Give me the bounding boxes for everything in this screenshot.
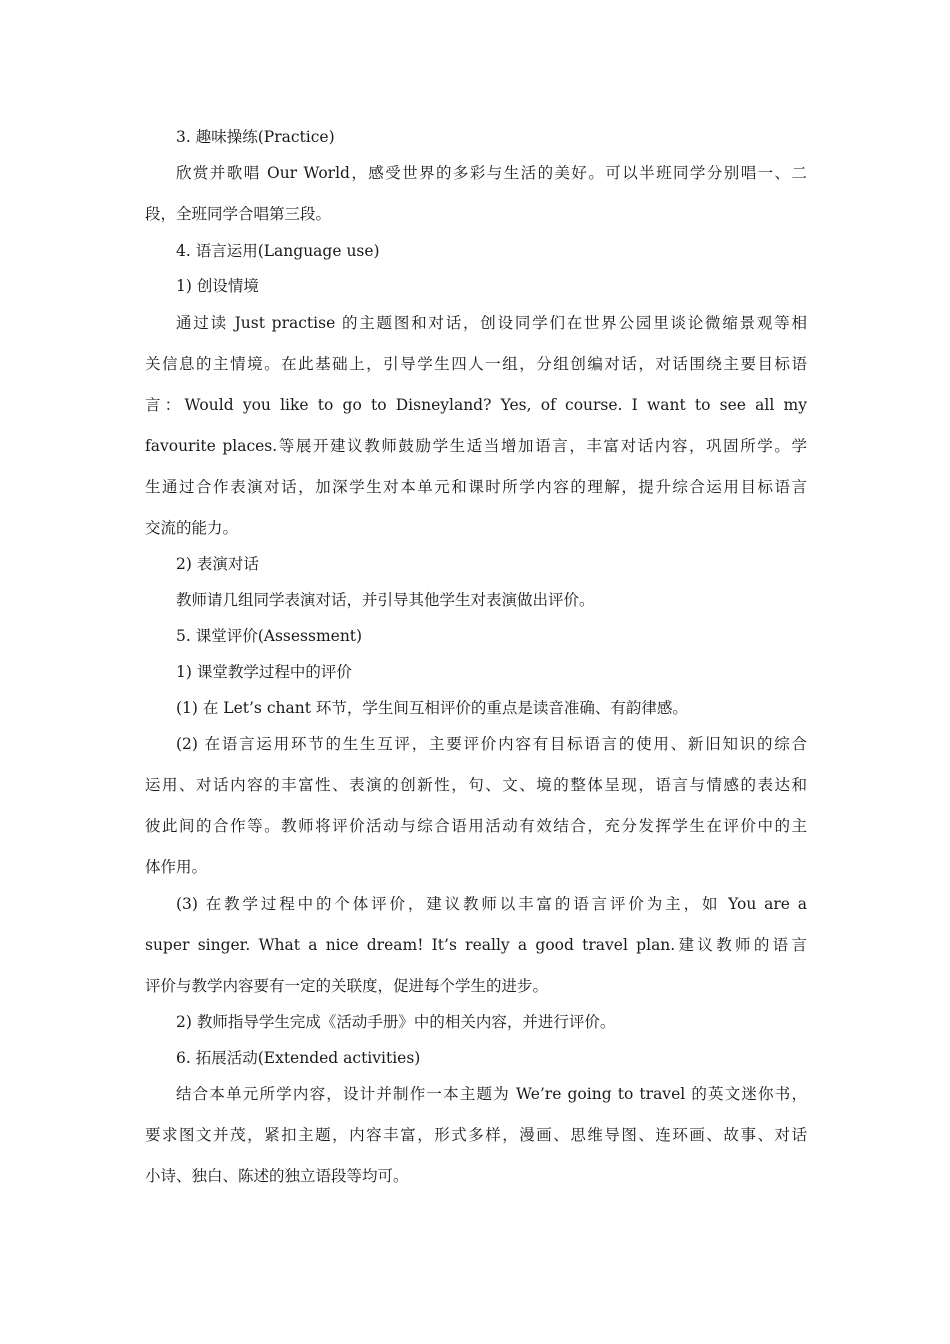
paragraph-line: 2) 教师指导学生完成《活动手册》中的相关内容，并进行评价。 xyxy=(176,1013,616,1031)
paragraph-line: 交流的能力。 xyxy=(145,519,239,537)
heading-practice: 3. 趣味操练(Practice) xyxy=(176,128,335,146)
paragraph-line: 小诗、独白、陈述的独立语段等均可。 xyxy=(145,1167,409,1185)
subheading-classroom-assessment: 1) 课堂教学过程中的评价 xyxy=(176,663,352,681)
paragraph-line: 通过读 Just practise 的主题图和对话，创设同学们在世界公园里谈论微缩景观等相 xyxy=(176,314,807,332)
paragraph-line: 欣赏并歌唱 Our World，感受世界的多彩与生活的美好。可以半班同学分别唱一、二 xyxy=(176,164,807,182)
paragraph-line: 生通过合作表演对话，加深学生对本单元和课时所学内容的理解，提升综合运用目标语言 xyxy=(145,478,807,496)
paragraph-line: 运用、对话内容的丰富性、表演的创新性，句、文、境的整体呈现，语言与情感的表达和 xyxy=(145,776,807,794)
paragraph-line: 关信息的主情境。在此基础上，引导学生四人一组，分组创编对话，对话围绕主要目标语 xyxy=(145,355,807,373)
paragraph-line: 教师请几组同学表演对话，并引导其他学生对表演做出评价。 xyxy=(176,591,595,609)
heading-assessment: 5. 课堂评价(Assessment) xyxy=(176,627,363,645)
paragraph-line: 言：Would you like to go to Disneyland? Yes, of course. I want to see all my xyxy=(145,396,807,414)
paragraph-line: 体作用。 xyxy=(145,858,208,876)
paragraph-line: 结合本单元所学内容，设计并制作一本主题为 We’re going to travel 的英文迷你书， xyxy=(176,1085,807,1103)
subheading-create-situation: 1) 创设情境 xyxy=(176,277,259,295)
paragraph-line: (2) 在语言运用环节的生生互评，主要评价内容有目标语言的使用、新旧知识的综合 xyxy=(176,735,807,753)
paragraph-line: 彼此间的合作等。教师将评价活动与综合语用活动有效结合，充分发挥学生在评价中的主 xyxy=(145,817,807,835)
heading-language-use: 4. 语言运用(Language use) xyxy=(176,242,380,260)
paragraph-line: 段，全班同学合唱第三段。 xyxy=(145,205,332,223)
paragraph-line: 要求图文并茂，紧扣主题，内容丰富，形式多样，漫画、思维导图、连环画、故事、对话 xyxy=(145,1126,807,1144)
paragraph-line: favourite places.等展开建议教师鼓励学生适当增加语言，丰富对话内容，巩固所学。学 xyxy=(145,437,807,455)
heading-extended-activities: 6. 拓展活动(Extended activities) xyxy=(176,1049,421,1067)
paragraph-line: super singer. What a nice dream! It’s really a good travel plan.建议教师的语言 xyxy=(145,936,807,954)
paragraph-line: (1) 在 Let’s chant 环节，学生间互相评价的重点是读音准确、有韵律感。 xyxy=(176,699,688,717)
paragraph-line: (3) 在教学过程中的个体评价，建议教师以丰富的语言评价为主，如 You are a xyxy=(176,895,807,913)
subheading-perform-dialogue: 2) 表演对话 xyxy=(176,555,259,573)
paragraph-line: 评价与教学内容要有一定的关联度，促进每个学生的进步。 xyxy=(145,977,549,995)
